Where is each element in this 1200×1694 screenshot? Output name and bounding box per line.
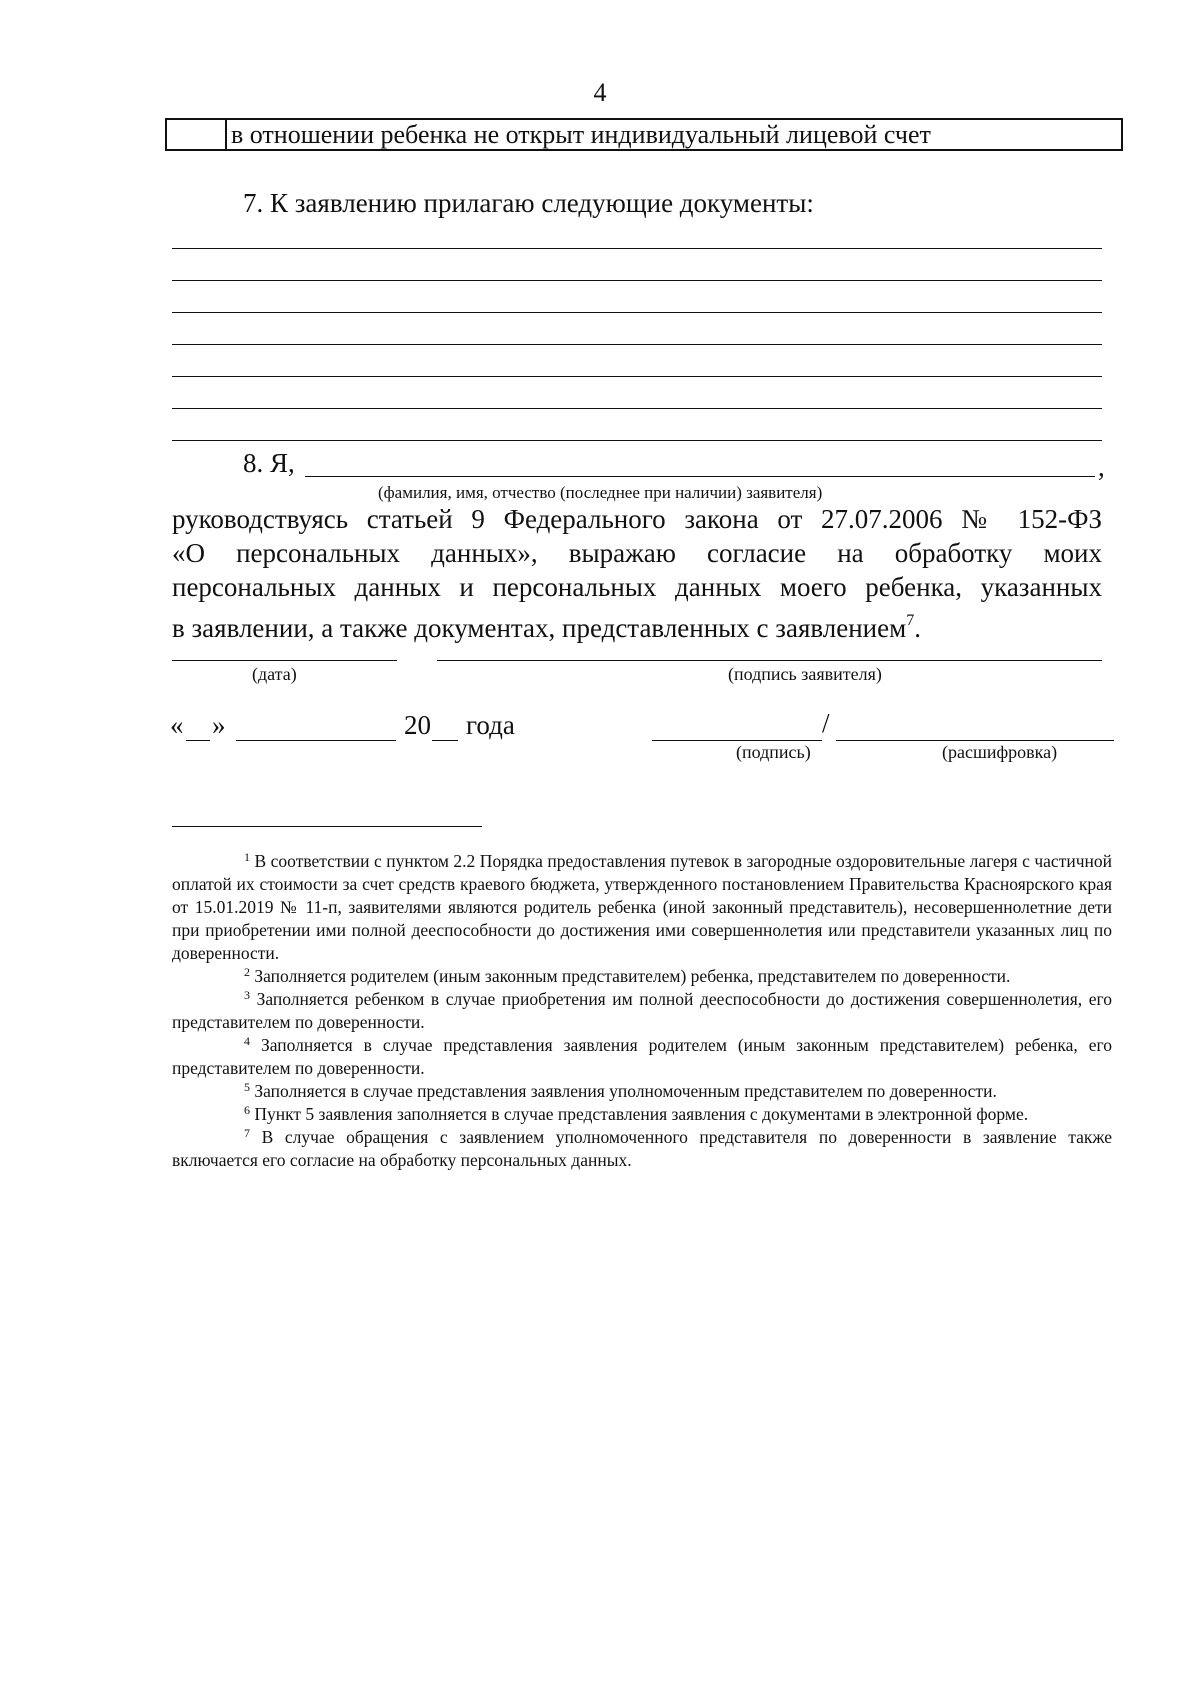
footnote-5-mark: 5 — [244, 1080, 250, 1094]
year-suffix: года — [466, 710, 515, 740]
footnote-2 — [172, 965, 1112, 988]
footnote-3-mark: 3 — [244, 988, 250, 1002]
signature-slash: / — [822, 708, 830, 738]
footnote-7 — [172, 1126, 1112, 1172]
date-caption: (дата) — [252, 664, 297, 684]
footnote-4-text: Заполняется в случае представления заявления родителем (иным законным представителем) ребенка, его представителем по доверенности. — [172, 1035, 1112, 1078]
footnote-6-text: Пункт 5 заявления заполняется в случае представления заявления с документами в электронной форме. — [250, 1104, 1029, 1124]
consent-period: . — [914, 613, 921, 643]
footnote-4 — [172, 1034, 1112, 1080]
consent-line-4 — [172, 604, 1102, 643]
consent-paragraph — [172, 502, 1102, 643]
footnotes — [172, 850, 1112, 1172]
documents-line-6[interactable] — [172, 408, 1102, 409]
footnote-3-text: Заполняется ребенком в случае приобретения им полной дееспособности до достижения совершеннолетия, его представителем по доверенности. — [172, 989, 1112, 1032]
consent-line-3: персональных данных и персональных данных моего ребенка, указанных — [172, 572, 1102, 602]
documents-line-2[interactable] — [172, 280, 1102, 281]
fio-caption: (фамилия, имя, отчество (последнее при наличии) заявителя) — [378, 483, 823, 502]
footnote-5 — [172, 1080, 1112, 1103]
date-line[interactable] — [172, 660, 397, 661]
documents-line-3[interactable] — [172, 312, 1102, 313]
date-quote-close: » — [212, 710, 226, 740]
documents-line-7[interactable] — [172, 440, 1102, 441]
footnote-5-text: Заполняется в случае представления заявления уполномоченным представителем по доверенности. — [250, 1081, 997, 1101]
footnote-2-mark: 2 — [244, 965, 250, 979]
checkbox-cell[interactable] — [167, 120, 227, 149]
date-quote-open: « — [170, 710, 184, 740]
footnote-2-text: Заполняется родителем (иным законным представителем) ребенка, представителем по доверенности. — [250, 966, 1011, 986]
child-account-row-text: в отношении ребенка не открыт индивидуальный лицевой счет — [231, 120, 931, 149]
footnote-7-text: В случае обращения с заявлением уполномоченного представителя по доверенности в заявление также включается его согласие на обработку персональных данных. — [172, 1127, 1112, 1170]
section-8-lead: 8. Я, — [243, 448, 295, 478]
footnote-1 — [172, 850, 1112, 965]
footnote-1-text: В соответствии с пунктом 2.2 Порядка предоставления путевок в загородные оздоровительные лагеря с частичной оплатой их стоимости за счет средств краевого бюджета, утвержденного постановлением Правительства Красноярского края от 15.01.2019 № 11-п, заявителями являются родитель ребенка (иной законный представитель), несовершеннолетние дети при приобретении ими полной дееспособности до достижения ими совершеннолетия или представители указанных лиц по доверенности. — [172, 851, 1112, 963]
applicant-signature-line[interactable] — [437, 660, 1102, 661]
consent-line-2: «О персональных данных», выражаю согласие на обработку моих — [172, 538, 1102, 568]
footnote-1-mark: 1 — [244, 850, 250, 864]
footnote-ref-7: 7 — [906, 612, 915, 629]
documents-line-4[interactable] — [172, 344, 1102, 345]
consent-line-1: руководствуясь статьей 9 Федерального закона от 27.07.2006 № 152-ФЗ — [172, 504, 1102, 534]
consent-line-4-text: в заявлении, а также документах, представленных с заявлением — [172, 613, 907, 643]
decode-caption: (расшифровка) — [942, 742, 1058, 762]
footnote-4-mark: 4 — [244, 1034, 250, 1048]
signature-field[interactable] — [652, 740, 822, 741]
documents-line-1[interactable] — [172, 248, 1102, 249]
applicant-signature-caption: (подпись заявителя) — [728, 664, 882, 684]
section-7-heading: 7. К заявлению прилагаю следующие документы: — [243, 188, 814, 218]
documents-line-5[interactable] — [172, 376, 1102, 377]
signature-caption: (подпись) — [736, 742, 811, 762]
footnote-3 — [172, 988, 1112, 1034]
decode-field[interactable] — [836, 740, 1114, 741]
applicant-fio-line[interactable] — [305, 476, 1095, 477]
year-prefix: 20 — [404, 710, 431, 740]
page-number: 4 — [593, 78, 607, 107]
month-field[interactable] — [236, 740, 396, 741]
footnote-6 — [172, 1103, 1112, 1126]
day-field[interactable] — [186, 740, 210, 741]
year-field[interactable] — [432, 740, 458, 741]
footnote-separator — [172, 826, 482, 827]
fio-comma: , — [1098, 452, 1105, 482]
footnote-6-mark: 6 — [244, 1103, 250, 1117]
footnote-7-mark: 7 — [244, 1126, 250, 1140]
child-account-row — [165, 118, 1123, 151]
